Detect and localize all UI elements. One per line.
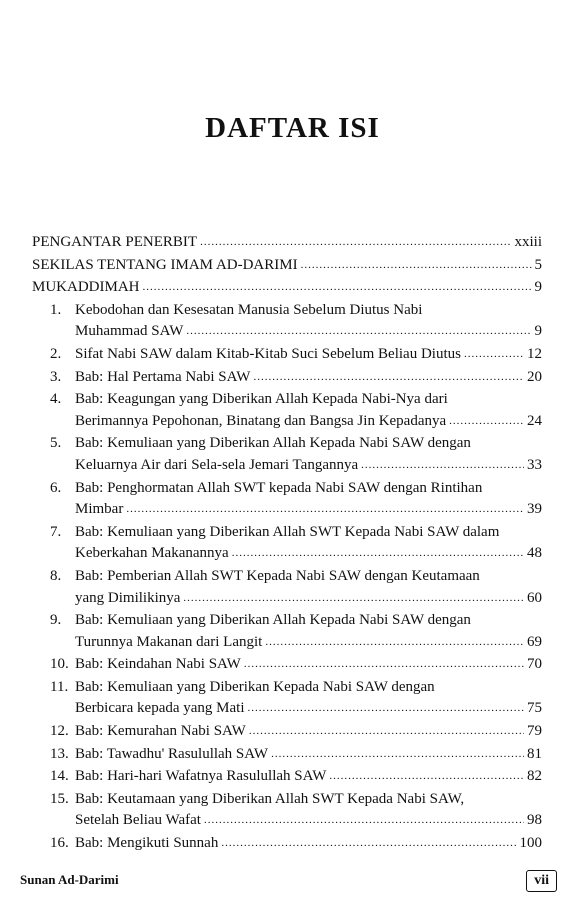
toc-line <box>75 367 542 390</box>
toc-entry-number: 5. <box>50 435 62 452</box>
toc-line <box>32 255 542 278</box>
toc-page-number: 79 <box>527 723 542 740</box>
toc-entry-body <box>75 344 542 367</box>
dot-leader <box>265 631 524 654</box>
toc-line <box>75 321 542 344</box>
toc-line <box>75 810 542 833</box>
toc-line <box>75 632 542 655</box>
toc-entry-body <box>75 833 542 856</box>
dot-leader <box>329 765 524 788</box>
toc-entry-body <box>75 610 542 654</box>
dot-leader <box>248 697 524 720</box>
toc-entry-number: 16. <box>50 835 69 852</box>
toc-page-number: 75 <box>527 700 542 717</box>
toc-entry-body <box>75 744 542 767</box>
dot-leader <box>464 343 524 366</box>
toc-sub-entry <box>32 833 542 856</box>
toc-page-number: 100 <box>519 835 542 852</box>
toc-entry-number: 11. <box>50 678 69 695</box>
toc-entry-title: Bab: Kemuliaan yang Diberikan Allah Kepada Nabi SAW dengan <box>75 435 471 452</box>
toc-entry-title: Bab: Hari-hari Wafatnya Rasulullah SAW <box>75 768 327 785</box>
toc-entry-number: 14. <box>50 768 69 785</box>
toc-entry-title: Keluarnya Air dari Sela-sela Jemari Tangannya <box>75 456 359 473</box>
toc-line <box>75 588 542 611</box>
toc-entry-title: Bab: Kemuliaan yang Diberikan Allah SWT Kepada Nabi SAW dalam <box>75 523 500 540</box>
toc-page-number: 9 <box>534 279 542 296</box>
toc-entry-number: 15. <box>50 790 69 807</box>
toc-entry-body <box>75 677 542 721</box>
dot-leader <box>244 653 524 676</box>
toc-entry-number: 1. <box>50 301 62 318</box>
dot-leader <box>200 231 511 254</box>
toc-entry-number: 3. <box>50 368 62 385</box>
dot-leader <box>204 809 524 832</box>
dot-leader <box>126 498 524 521</box>
toc-entry-title: Setelah Beliau Wafat <box>75 812 201 829</box>
toc-line <box>75 721 542 744</box>
toc-line <box>75 522 542 544</box>
toc-entry-body <box>75 300 542 344</box>
toc-entry-title: Bab: Kemurahan Nabi SAW <box>75 723 246 740</box>
dot-leader <box>271 743 524 766</box>
toc-sub-entry <box>32 522 542 566</box>
footer-book-title: Sunan Ad-Darimi <box>20 872 119 887</box>
toc-entry-title: SEKILAS TENTANG IMAM AD-DARIMI <box>32 256 298 273</box>
dot-leader <box>221 832 516 855</box>
dot-leader <box>253 366 524 389</box>
dot-leader <box>232 542 524 565</box>
toc-sub-entry <box>32 478 542 522</box>
toc-line <box>75 411 542 434</box>
toc-page-number: 9 <box>534 323 542 340</box>
toc-entry-title: Berbicara kepada yang Mati <box>75 700 245 717</box>
dot-leader <box>249 720 524 743</box>
toc-page-number: 33 <box>527 456 542 473</box>
toc-line <box>75 543 542 566</box>
toc-sub-entry <box>32 433 542 477</box>
toc-entry-title: Muhammad SAW <box>75 323 184 340</box>
toc-entry-title: MUKADDIMAH <box>32 279 140 296</box>
toc-entry-title: yang Dimilikinya <box>75 589 181 606</box>
toc-entry-body <box>75 789 542 833</box>
toc-entry-number: 6. <box>50 479 62 496</box>
toc-line <box>75 833 542 856</box>
toc-page-number: 5 <box>534 256 542 273</box>
toc-entry-title: Mimbar <box>75 501 124 518</box>
toc-page-number: 69 <box>527 633 542 650</box>
toc-top-entry <box>32 255 542 278</box>
toc-line <box>75 654 542 677</box>
toc-sub-entry <box>32 677 542 721</box>
toc-entry-title: Bab: Hal Pertama Nabi SAW <box>75 368 251 385</box>
toc-sub-entry <box>32 344 542 367</box>
toc-entry-body <box>75 766 542 789</box>
toc-page-number: 81 <box>527 745 542 762</box>
toc-page-number: 70 <box>527 656 542 673</box>
toc-entry-title: Kebodohan dan Kesesatan Manusia Sebelum Diutus Nabi <box>75 301 423 318</box>
table-of-contents <box>32 232 542 856</box>
toc-entry-title: Bab: Pemberian Allah SWT Kepada Nabi SAW dengan Keutamaan <box>75 567 480 584</box>
toc-line <box>75 499 542 522</box>
dot-leader <box>361 454 524 477</box>
toc-sub-entry <box>32 389 542 433</box>
toc-line <box>32 232 542 255</box>
toc-entry-number: 2. <box>50 345 62 362</box>
toc-line <box>75 389 542 411</box>
toc-sub-entry <box>32 721 542 744</box>
toc-entry-number: 7. <box>50 523 62 540</box>
toc-entry-body <box>75 654 542 677</box>
toc-line <box>75 744 542 767</box>
footer-page-number: vii <box>526 870 557 892</box>
toc-sub-entry <box>32 744 542 767</box>
toc-top-entry <box>32 277 542 300</box>
toc-entry-body <box>75 721 542 744</box>
toc-entry-title: Keberkahan Makanannya <box>75 545 229 562</box>
toc-page-number: 39 <box>527 501 542 518</box>
toc-line <box>32 277 542 300</box>
toc-line <box>75 698 542 721</box>
toc-entry-body <box>75 367 542 390</box>
toc-page-number: xxiii <box>514 234 542 250</box>
toc-line <box>75 789 542 811</box>
toc-sub-entry <box>32 300 542 344</box>
toc-line <box>75 344 542 367</box>
toc-top-entry <box>32 232 542 255</box>
dot-leader <box>186 320 531 343</box>
toc-page-number: 20 <box>527 368 542 385</box>
toc-page-number: 82 <box>527 768 542 785</box>
toc-entry-number: 10. <box>50 656 69 673</box>
dot-leader <box>143 276 532 299</box>
toc-line <box>75 478 542 500</box>
toc-sub-entry <box>32 766 542 789</box>
toc-page-number: 60 <box>527 589 542 606</box>
toc-line <box>75 766 542 789</box>
toc-entry-title: Bab: Kemuliaan yang Diberikan Allah Kepada Nabi SAW dengan <box>75 612 471 629</box>
toc-entry-title: Bab: Kemuliaan yang Diberikan Kepada Nabi SAW dengan <box>75 678 435 695</box>
toc-sub-entry <box>32 610 542 654</box>
toc-entry-title: Bab: Penghormatan Allah SWT kepada Nabi SAW dengan Rintihan <box>75 479 483 496</box>
toc-entry-body <box>75 389 542 433</box>
toc-page-number: 98 <box>527 812 542 829</box>
toc-page-number: 12 <box>527 345 542 362</box>
toc-page-number: 24 <box>527 412 542 429</box>
toc-entry-title: Sifat Nabi SAW dalam Kitab-Kitab Suci Sebelum Beliau Diutus <box>75 345 461 362</box>
dot-leader <box>301 254 532 277</box>
toc-sub-entry <box>32 566 542 610</box>
dot-leader <box>183 587 524 610</box>
toc-sub-entry <box>32 367 542 390</box>
toc-line <box>75 677 542 699</box>
toc-entry-title: Bab: Mengikuti Sunnah <box>75 835 219 852</box>
toc-line <box>75 566 542 588</box>
toc-entry-title: Berimannya Pepohonan, Binatang dan Bangsa Jin Kepadanya <box>75 412 447 429</box>
toc-sub-entry <box>32 654 542 677</box>
toc-entry-title: Bab: Keindahan Nabi SAW <box>75 656 241 673</box>
toc-entry-title: Bab: Keagungan yang Diberikan Allah Kepada Nabi-Nya dari <box>75 391 448 408</box>
toc-entry-body <box>75 522 542 566</box>
toc-sub-entry <box>32 789 542 833</box>
toc-line <box>75 455 542 478</box>
toc-line <box>75 610 542 632</box>
page-title: DAFTAR ISI <box>205 112 380 144</box>
toc-entry-number: 12. <box>50 723 69 740</box>
toc-entry-body <box>75 433 542 477</box>
toc-line <box>75 433 542 455</box>
toc-page-number: 48 <box>527 545 542 562</box>
page-footer <box>20 868 565 894</box>
dot-leader <box>449 410 524 433</box>
toc-entry-number: 9. <box>50 612 62 629</box>
toc-entry-number: 13. <box>50 745 69 762</box>
toc-entry-title: Bab: Tawadhu' Rasulullah SAW <box>75 745 269 762</box>
toc-entry-body <box>75 478 542 522</box>
toc-entry-title: Turunnya Makanan dari Langit <box>75 633 263 650</box>
toc-entry-title: PENGANTAR PENERBIT <box>32 234 198 250</box>
toc-entry-number: 4. <box>50 391 62 408</box>
toc-entry-body <box>75 566 542 610</box>
toc-line <box>75 300 542 322</box>
toc-entry-number: 8. <box>50 567 62 584</box>
toc-entry-title: Bab: Keutamaan yang Diberikan Allah SWT Kepada Nabi SAW, <box>75 790 465 807</box>
